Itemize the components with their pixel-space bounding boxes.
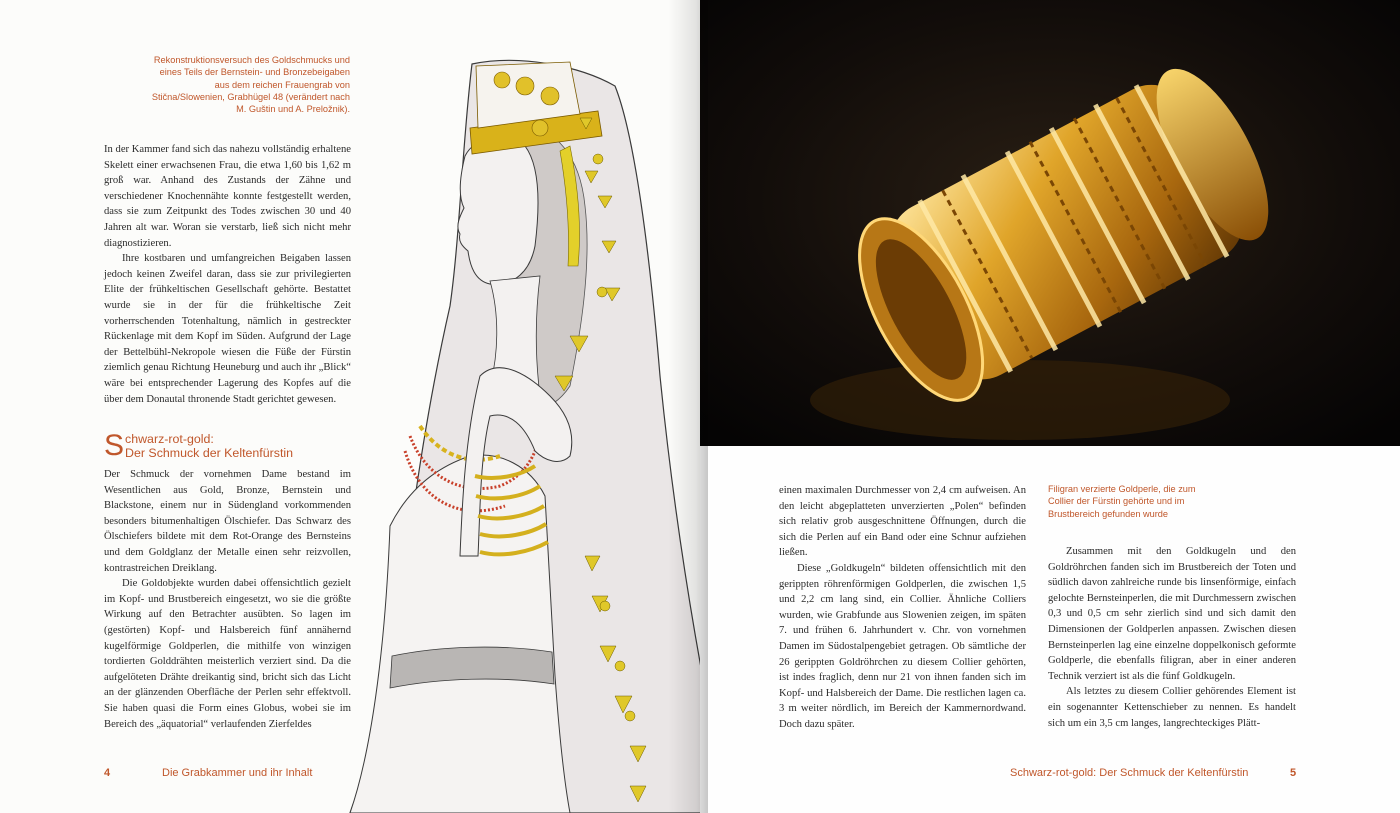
gold-bead-photo [700, 0, 1400, 446]
right-column-2 [1048, 544, 1296, 731]
paragraph: Diese „Goldkugeln“ bildeten offensichtlich mit den gerippten röhrenförmigen Goldperlen, die zwischen 1,5 und 2,2 cm lang sind, ein Collier. Ähnliche Colliers wurden, wie Grabfunde aus Slowenien zeigen, im späten 7. und frühen 6. Jahrhundert v. Chr. von vornehmen Damen im Südostalpengebiet getragen. Ob sämtliche der 26 gerippten Goldröhrchen zu diesem Collier gehörten, ist indes fraglich, denn nur 21 von ihnen fanden sich im Kopf- und Halsbereich der Dame. Die restlichen lagen ca. 3 m weiter nördlich, im Bereich der Kammernordwand. Doch dazu später. [779, 562, 1026, 730]
left-column-bottom [104, 467, 351, 732]
gold-bead-image [700, 0, 1400, 446]
paragraph: Ihre kostbaren und umfangreichen Beigaben lassen jedoch keinen Zweifel daran, dass sie zur privilegierten Elite der frühkeltischen Gesellschaft gehörte. Bestattet wurde sie in der für die frühkeltische Zeit vorherrschenden Totenhaltung, nämlich in gestreckter Rückenlage mit dem Kopf im Süden. Aufgrund der Lage der Bettelbühl-Nekropole wiesen die Füße der Fürstin ziemlich genau Richtung Heuneburg und auch ihr „Blick“ wäre bei entsprechender Lagerung des Kopfes auf die über dem Donautal thronende Stadt gerichtet gewesen. [104, 253, 351, 405]
paragraph: Als letztes zu diesem Collier gehörendes Element ist ein sogenannter Kettenschieber zu nennen. Es handelt sich um ein 3,5 cm langes, langrechteckiges Plätt- [1048, 686, 1296, 729]
illustration-caption: Rekonstruktionsversuch des Goldschmucks und eines Teils der Bernstein- und Bronzebeigaben aus dem reichen Frauengrab von Stična/Slowenien, Grabhügel 48 (verändert nach M. Guštin und A. Preložnik). [151, 55, 350, 115]
paragraph: Der Schmuck der vornehmen Dame bestand im Wesentlichen aus Gold, Bronze, Bernstein und Blackstone, einem nur in Südengland vorkommenden besonders bitumenhaltigen Ölschiefer. Das Schwarz des Ölschiefers bildete mit dem Rot-Orange des Bernsteins und dem Goldglanz der Metalle einen sehr reizvollen, kontrastreichen Dreiklang. [104, 469, 351, 574]
right-column-1 [779, 483, 1026, 733]
paragraph: einen maximalen Durchmesser von 2,4 cm aufweisen. An den leicht abgeplatteten unverzierten „Polen“ befinden sich relativ grob ausgeschnittene Öffnungen, durch die sich die Perlen auf ein Band oder eine Schnur aufziehen ließen. [779, 485, 1026, 559]
left-column-top [104, 142, 351, 407]
paragraph: Die Goldobjekte wurden dabei offensichtlich gezielt im Kopf- und Brustbereich eingesetzt, wo sie die größte Wirkung auf den Betrachter ausübten. So lagen im (gestörten) Kopf- und Halsbereich fünf annähernd kugelförmige Goldperlen, die mithilfe von winzigen tordierten Golddrähten meisterlich verziert sind. Da die aufgelöteten Drähte dreikantig sind, bricht sich das Licht an der glänzenden Oberfläche der Perlen sehr effektvoll. Sie haben quasi die Form eines Globus, wobei sie im Bereich des „äquatorial“ verlaufenden Zierfeldes [104, 578, 351, 730]
section-heading [104, 429, 364, 462]
photo-caption: Filigran verzierte Goldperle, die zum Collier der Fürstin gehörte und im Brustbereich gefunden wurde [1048, 484, 1196, 519]
paragraph: Zusammen mit den Goldkugeln und den Goldröhrchen fanden sich im Brustbereich der Toten und südlich davon zahlreiche runde bis linsenförmige, einfach gelochte Bernsteinperlen, die mit Durchmessern zwischen 0,3 und 0,5 cm sehr zierlich sind und sich damit den Dimensionen der Goldperlen anpassen. Zwischen diesen Bernsteinperlen lag eine einzelne doppelkonisch geformte Goldperle, die ebenfalls filigran, aber in einer anderen Technik verziert ist als die fünf Goldkugeln. [1048, 546, 1296, 682]
heading-dropcap: S [104, 429, 125, 462]
page-number-right: 5 [1290, 767, 1297, 779]
running-head-left: Die Grabkammer und ihr Inhalt [162, 767, 313, 779]
page-number-left: 4 [104, 767, 111, 779]
paragraph: In der Kammer fand sich das nahezu vollständig erhaltene Skelett einer erwachsenen Frau, die etwa 1,60 bis 1,62 m groß war. Anhand des Zustands der Zähne und verschiedener Knochennähte konnte festgestellt werden, dass sie zum Zeitpunkt des Todes zwischen 30 und 40 Jahren alt war. Woran sie verstarb, ließ sich nicht mehr diagnostizieren. [104, 144, 351, 249]
heading-line-1: chwarz-rot-gold: [125, 432, 214, 446]
reconstruction-illustration [330, 56, 730, 813]
running-head-right: Schwarz-rot-gold: Der Schmuck der Keltenfürstin [1010, 767, 1249, 779]
heading-line-2: Der Schmuck der Keltenfürstin [125, 446, 294, 460]
face-shape [458, 137, 538, 284]
